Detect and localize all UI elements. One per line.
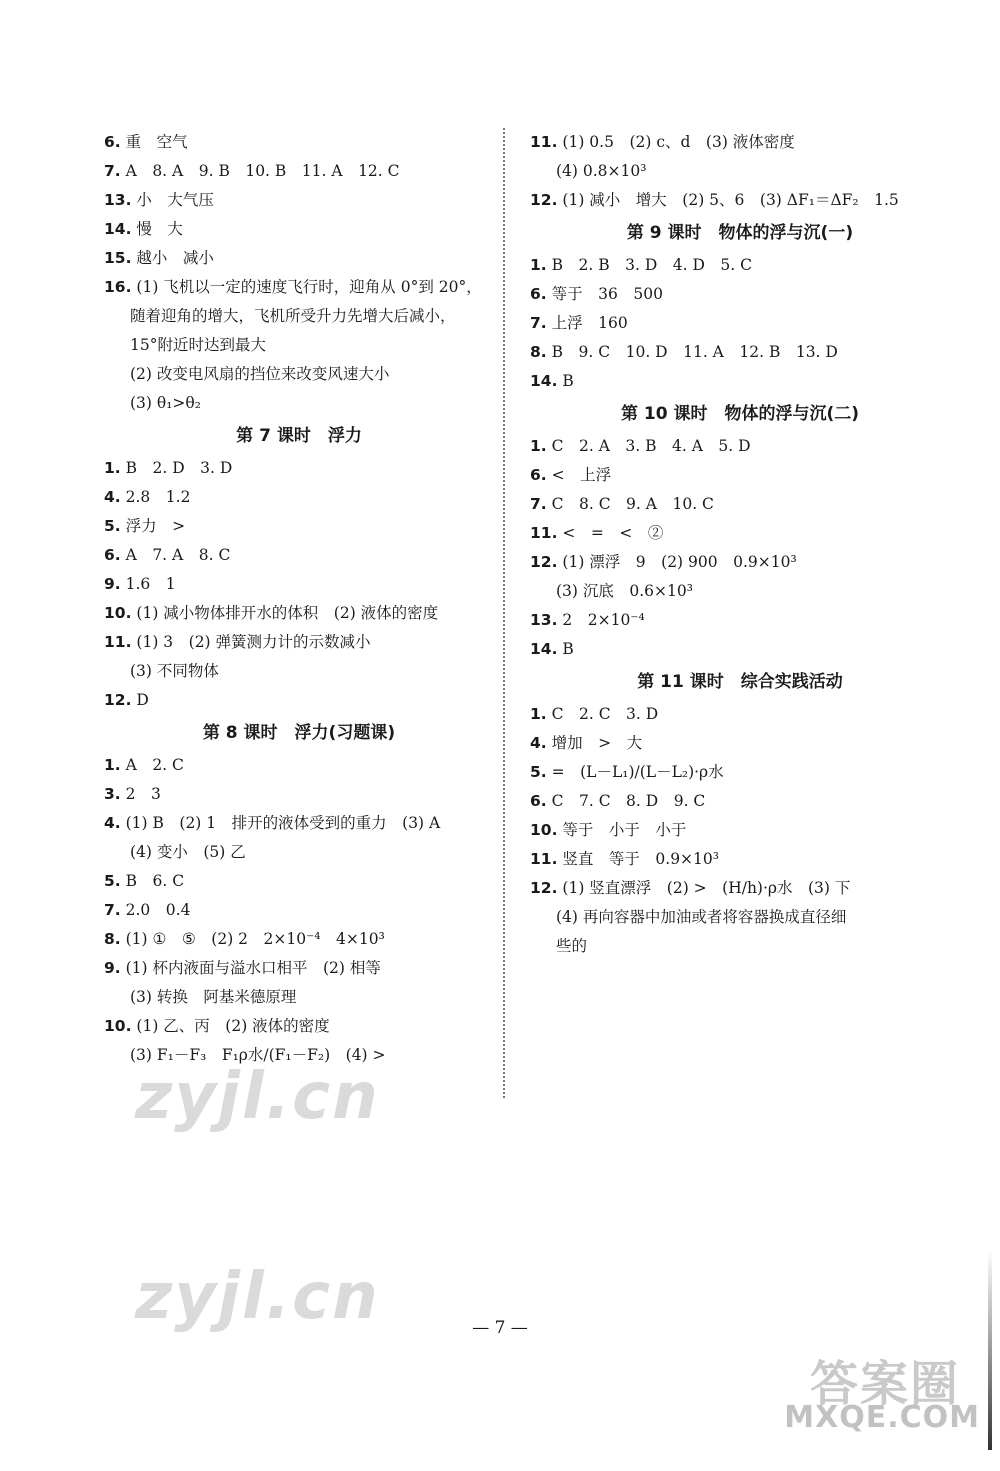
left-column xyxy=(104,128,494,1070)
answer-text: B xyxy=(562,372,574,390)
question-number: 4. xyxy=(104,488,121,506)
page-edge-shadow xyxy=(988,1250,992,1450)
answer-line xyxy=(104,157,494,186)
answer-text: 慢 大 xyxy=(136,220,183,238)
answer-line xyxy=(530,128,950,157)
right-column xyxy=(530,128,950,961)
question-number: 1. xyxy=(530,437,547,455)
question-number: 1. xyxy=(530,256,547,274)
answer-continuation xyxy=(104,389,494,418)
answer-line xyxy=(104,599,494,628)
answer-line xyxy=(104,483,494,512)
answer-text: 随着迎角的增大，飞机所受升力先增大后减小， xyxy=(130,307,456,325)
watermark-daanquan: 答案圈 xyxy=(809,1356,960,1412)
question-number: 7. xyxy=(104,162,121,180)
answer-text: A 8. A 9. B 10. B 11. A 12. C xyxy=(125,162,400,180)
answer-text: = (L－L₁)/(L－L₂)·ρ水 xyxy=(551,763,724,781)
answer-text: D xyxy=(136,691,149,709)
answer-continuation xyxy=(104,302,494,331)
answer-line xyxy=(104,896,494,925)
question-number: 15. xyxy=(104,249,132,267)
answer-text: B 2. B 3. D 4. D 5. C xyxy=(551,256,752,274)
question-number: 10. xyxy=(104,1017,132,1035)
answer-text: (1) 漂浮 9 (2) 900 0.9×10³ xyxy=(562,553,797,571)
question-number: 3. xyxy=(104,785,121,803)
watermark-zyjl-bottom: zyjl.cn xyxy=(135,1260,380,1334)
question-number: 6. xyxy=(530,285,547,303)
answer-text: 浮力 > xyxy=(125,517,186,535)
question-number: 6. xyxy=(530,466,547,484)
question-number: 12. xyxy=(104,691,132,709)
question-number: 14. xyxy=(530,640,558,658)
answer-text: C 8. C 9. A 10. C xyxy=(551,495,714,513)
answer-text: 越小 减小 xyxy=(136,249,214,267)
answer-continuation xyxy=(530,157,950,186)
answer-line xyxy=(530,519,950,548)
question-number: 9. xyxy=(104,575,121,593)
question-number: 5. xyxy=(104,517,121,535)
answer-line xyxy=(104,628,494,657)
question-number: 8. xyxy=(530,343,547,361)
answer-line xyxy=(104,273,494,302)
answer-text: (3) 不同物体 xyxy=(130,662,219,680)
answer-line xyxy=(530,548,950,577)
section-heading: 第 11 课时 综合实践活动 xyxy=(637,672,843,692)
question-number: 13. xyxy=(104,191,132,209)
answer-text: (1) 飞机以一定的速度飞行时，迎角从 0°到 20°， xyxy=(136,278,482,296)
answer-continuation xyxy=(104,331,494,360)
question-number: 12. xyxy=(530,879,558,897)
answer-continuation xyxy=(104,983,494,1012)
question-number: 1. xyxy=(104,756,121,774)
answer-text: (1) 0.5 (2) c、d (3) 液体密度 xyxy=(562,133,795,151)
answer-text: (2) 改变电风扇的挡位来改变风速大小 xyxy=(130,365,390,383)
section-heading: 第 10 课时 物体的浮与沉(二) xyxy=(620,404,860,424)
answer-line xyxy=(104,809,494,838)
answer-line xyxy=(530,874,950,903)
answer-text: A 2. C xyxy=(125,756,184,774)
question-number: 6. xyxy=(530,792,547,810)
section-heading: 第 7 课时 浮力 xyxy=(236,426,362,446)
answer-text: 2.0 0.4 xyxy=(125,901,191,919)
answer-line xyxy=(530,251,950,280)
watermark-mxqe: MXQE.COM xyxy=(784,1400,980,1435)
question-number: 6. xyxy=(104,133,121,151)
answer-line xyxy=(530,309,950,338)
question-number: 7. xyxy=(104,901,121,919)
answer-line xyxy=(104,128,494,157)
answer-continuation xyxy=(530,577,950,606)
answer-line xyxy=(530,729,950,758)
answer-text: (1) ① ⑤ (2) 2 2×10⁻⁴ 4×10³ xyxy=(125,930,385,948)
answer-text: (1) 3 (2) 弹簧测力计的示数减小 xyxy=(136,633,371,651)
answer-line xyxy=(104,186,494,215)
question-number: 11. xyxy=(530,133,558,151)
answer-line xyxy=(104,512,494,541)
question-number: 7. xyxy=(530,495,547,513)
answer-continuation xyxy=(104,838,494,867)
answer-text: (3) 沉底 0.6×10³ xyxy=(556,582,693,600)
answer-text: (4) 变小 (5) 乙 xyxy=(130,843,246,861)
question-number: 12. xyxy=(530,191,558,209)
answer-text: C 2. A 3. B 4. A 5. D xyxy=(551,437,751,455)
question-number: 4. xyxy=(530,734,547,752)
answer-text: 增加 > 大 xyxy=(551,734,643,752)
answer-text: (1) 杯内液面与溢水口相平 (2) 相等 xyxy=(125,959,381,977)
answer-line xyxy=(104,867,494,896)
answer-line xyxy=(530,280,950,309)
answer-line xyxy=(530,461,950,490)
answer-line xyxy=(104,925,494,954)
answer-text: (1) 竖直漂浮 (2) > (H/h)·ρ水 (3) 下 xyxy=(562,879,851,897)
question-number: 12. xyxy=(530,553,558,571)
answer-continuation xyxy=(104,657,494,686)
answer-line xyxy=(104,570,494,599)
answer-line xyxy=(530,432,950,461)
answer-text: C 7. C 8. D 9. C xyxy=(551,792,706,810)
answer-line xyxy=(104,780,494,809)
answer-line xyxy=(104,751,494,780)
answer-text: 小 大气压 xyxy=(136,191,214,209)
answer-text: 等于 小于 小于 xyxy=(562,821,687,839)
question-number: 10. xyxy=(104,604,132,622)
answer-text: (3) 转换 阿基米德原理 xyxy=(130,988,297,1006)
answer-continuation xyxy=(104,360,494,389)
answer-continuation xyxy=(530,932,950,961)
answer-text: (3) F₁－F₃ F₁ρ水/(F₁－F₂) (4) > xyxy=(130,1046,386,1064)
answer-text: (3) θ₁>θ₂ xyxy=(130,394,201,412)
answer-text: 1.6 1 xyxy=(125,575,176,593)
answer-text: (4) 0.8×10³ xyxy=(556,162,647,180)
answer-text: 2.8 1.2 xyxy=(125,488,191,506)
answer-text: 竖直 等于 0.9×10³ xyxy=(562,850,719,868)
answer-text: 重 空气 xyxy=(125,133,188,151)
answer-line xyxy=(104,1012,494,1041)
watermark-zyjl-top: zyjl.cn xyxy=(135,1060,380,1134)
answer-text: B xyxy=(562,640,574,658)
answer-line xyxy=(530,758,950,787)
answer-text: 上浮 160 xyxy=(551,314,628,332)
answer-text: B 2. D 3. D xyxy=(125,459,233,477)
answer-text: 2 3 xyxy=(125,785,161,803)
answer-text: (4) 再向容器中加油或者将容器换成直径细 xyxy=(556,908,847,926)
question-number: 16. xyxy=(104,278,132,296)
question-number: 10. xyxy=(530,821,558,839)
answer-line xyxy=(104,686,494,715)
question-number: 8. xyxy=(104,930,121,948)
answer-line xyxy=(530,845,950,874)
question-number: 11. xyxy=(530,850,558,868)
answer-text: 些的 xyxy=(556,937,588,955)
answer-text: B 9. C 10. D 11. A 12. B 13. D xyxy=(551,343,838,361)
question-number: 11. xyxy=(104,633,132,651)
answer-line xyxy=(530,367,950,396)
answer-text: (1) 减小 增大 (2) 5、6 (3) ΔF₁＝ΔF₂ 1.5 xyxy=(562,191,899,209)
answer-text: (1) 乙、丙 (2) 液体的密度 xyxy=(136,1017,330,1035)
answer-line xyxy=(104,215,494,244)
answer-text: < 上浮 xyxy=(551,466,612,484)
question-number: 1. xyxy=(530,705,547,723)
answer-line xyxy=(530,606,950,635)
answer-text: < = < ② xyxy=(562,524,664,542)
answer-text: (1) 减小物体排开水的体积 (2) 液体的密度 xyxy=(136,604,439,622)
page-number: — 7 — xyxy=(472,1318,528,1338)
question-number: 13. xyxy=(530,611,558,629)
answer-line xyxy=(104,954,494,983)
question-number: 14. xyxy=(530,372,558,390)
answer-line xyxy=(530,635,950,664)
answer-text: (1) B (2) 1 排开的液体受到的重力 (3) A xyxy=(125,814,441,832)
question-number: 1. xyxy=(104,459,121,477)
answer-line xyxy=(530,787,950,816)
column-divider xyxy=(503,128,505,1098)
answer-text: B 6. C xyxy=(125,872,185,890)
question-number: 14. xyxy=(104,220,132,238)
question-number: 11. xyxy=(530,524,558,542)
answer-text: 等于 36 500 xyxy=(551,285,663,303)
answer-line xyxy=(530,490,950,519)
answer-line xyxy=(530,816,950,845)
question-number: 5. xyxy=(104,872,121,890)
question-number: 4. xyxy=(104,814,121,832)
answer-text: 2 2×10⁻⁴ xyxy=(562,611,645,629)
question-number: 5. xyxy=(530,763,547,781)
answer-line xyxy=(530,700,950,729)
question-number: 7. xyxy=(530,314,547,332)
section-heading: 第 8 课时 浮力(习题课) xyxy=(202,723,396,743)
answer-line xyxy=(104,244,494,273)
answer-text: A 7. A 8. C xyxy=(125,546,231,564)
question-number: 6. xyxy=(104,546,121,564)
answer-line xyxy=(530,338,950,367)
answer-line xyxy=(530,186,950,215)
answer-line xyxy=(104,541,494,570)
answer-continuation xyxy=(530,903,950,932)
section-heading: 第 9 课时 物体的浮与沉(一) xyxy=(626,223,854,243)
answer-text: 15°附近时达到最大 xyxy=(130,336,266,354)
answer-text: C 2. C 3. D xyxy=(551,705,659,723)
answer-line xyxy=(104,454,494,483)
question-number: 9. xyxy=(104,959,121,977)
